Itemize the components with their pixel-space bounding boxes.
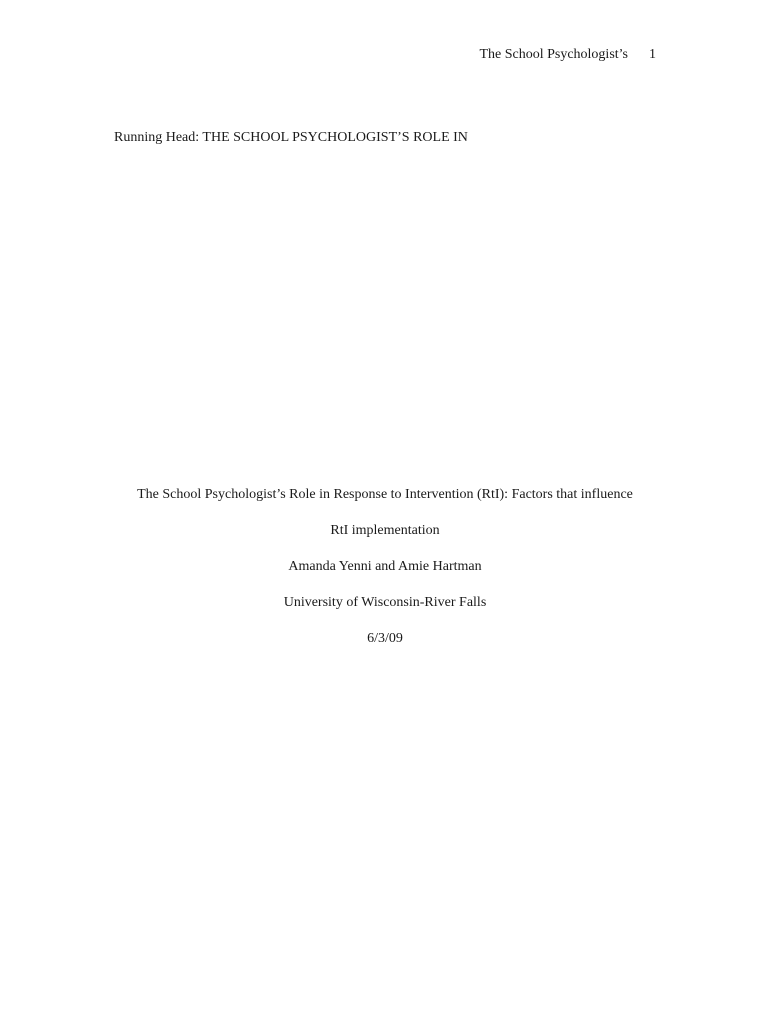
paper-title-line-1: The School Psychologist’s Role in Response to Intervention (RtI): Factors that influence	[137, 487, 633, 502]
running-head: Running Head: THE SCHOOL PSYCHOLOGIST’S ROLE IN	[114, 130, 468, 145]
header-short-title: The School Psychologist’s	[479, 47, 628, 62]
paper-title-line-2: RtI implementation	[330, 523, 440, 538]
affiliation: University of Wisconsin-River Falls	[283, 595, 487, 610]
page-number: 1	[649, 47, 656, 62]
authors: Amanda Yenni and Amie Hartman	[288, 559, 482, 574]
date: 6/3/09	[367, 631, 403, 646]
title-block	[100, 486, 670, 666]
